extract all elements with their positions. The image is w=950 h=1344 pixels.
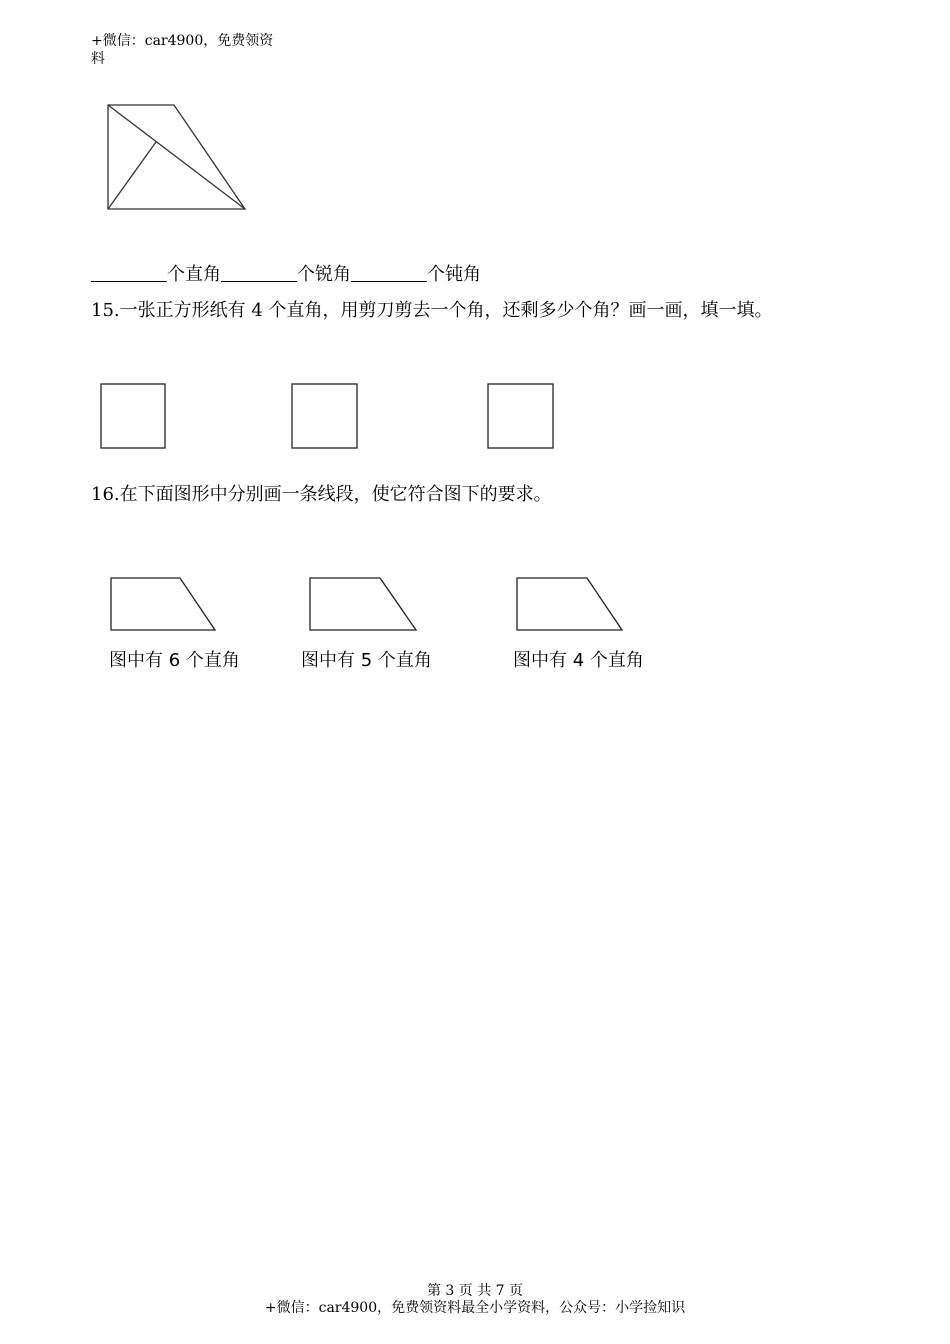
q16-trapezoid-1: [111, 578, 215, 630]
q14-blank-right-angles[interactable]: [91, 263, 167, 282]
q15-square-3: [488, 384, 553, 448]
q16-caption-3: 图中有 4 个直角: [513, 650, 644, 671]
footer-note: +微信：car4900，免费领资料最全小学资料，公众号：小学捡知识: [264, 1300, 686, 1316]
q16-caption-1: 图中有 6 个直角: [109, 650, 240, 671]
q14-label-acute: 个锐角: [297, 264, 351, 285]
q15-squares: [101, 384, 553, 448]
q14-figure: [108, 105, 245, 209]
q14-answer-line: [91, 263, 481, 287]
q15-question: 15.一张正方形纸有 4 个直角，用剪刀剪去一个角，还剩多少个角？画一画，填一填。: [91, 300, 773, 321]
q16-caption-2: 图中有 5 个直角: [301, 650, 432, 671]
q15-square-2: [292, 384, 357, 448]
q15-square-1: [101, 384, 165, 448]
q14-label-right: 个直角: [167, 264, 221, 285]
q16-question: 16.在下面图形中分别画一条线段，使它符合图下的要求。: [91, 484, 552, 505]
q16-trapezoids: [111, 578, 622, 630]
q14-inner-segment: [108, 142, 156, 209]
q16-trapezoid-3: [517, 578, 622, 630]
q16-trapezoid-2: [310, 578, 416, 630]
q14-label-obtuse: 个钝角: [427, 264, 481, 285]
q14-blank-obtuse-angles[interactable]: [351, 263, 427, 282]
footer-page-number: 第 3 页 共 7 页: [426, 1283, 524, 1299]
q14-blank-acute-angles[interactable]: [221, 263, 297, 282]
q14-diagonal: [108, 105, 245, 209]
header-note: +微信：car4900，免费领资料: [91, 33, 274, 67]
